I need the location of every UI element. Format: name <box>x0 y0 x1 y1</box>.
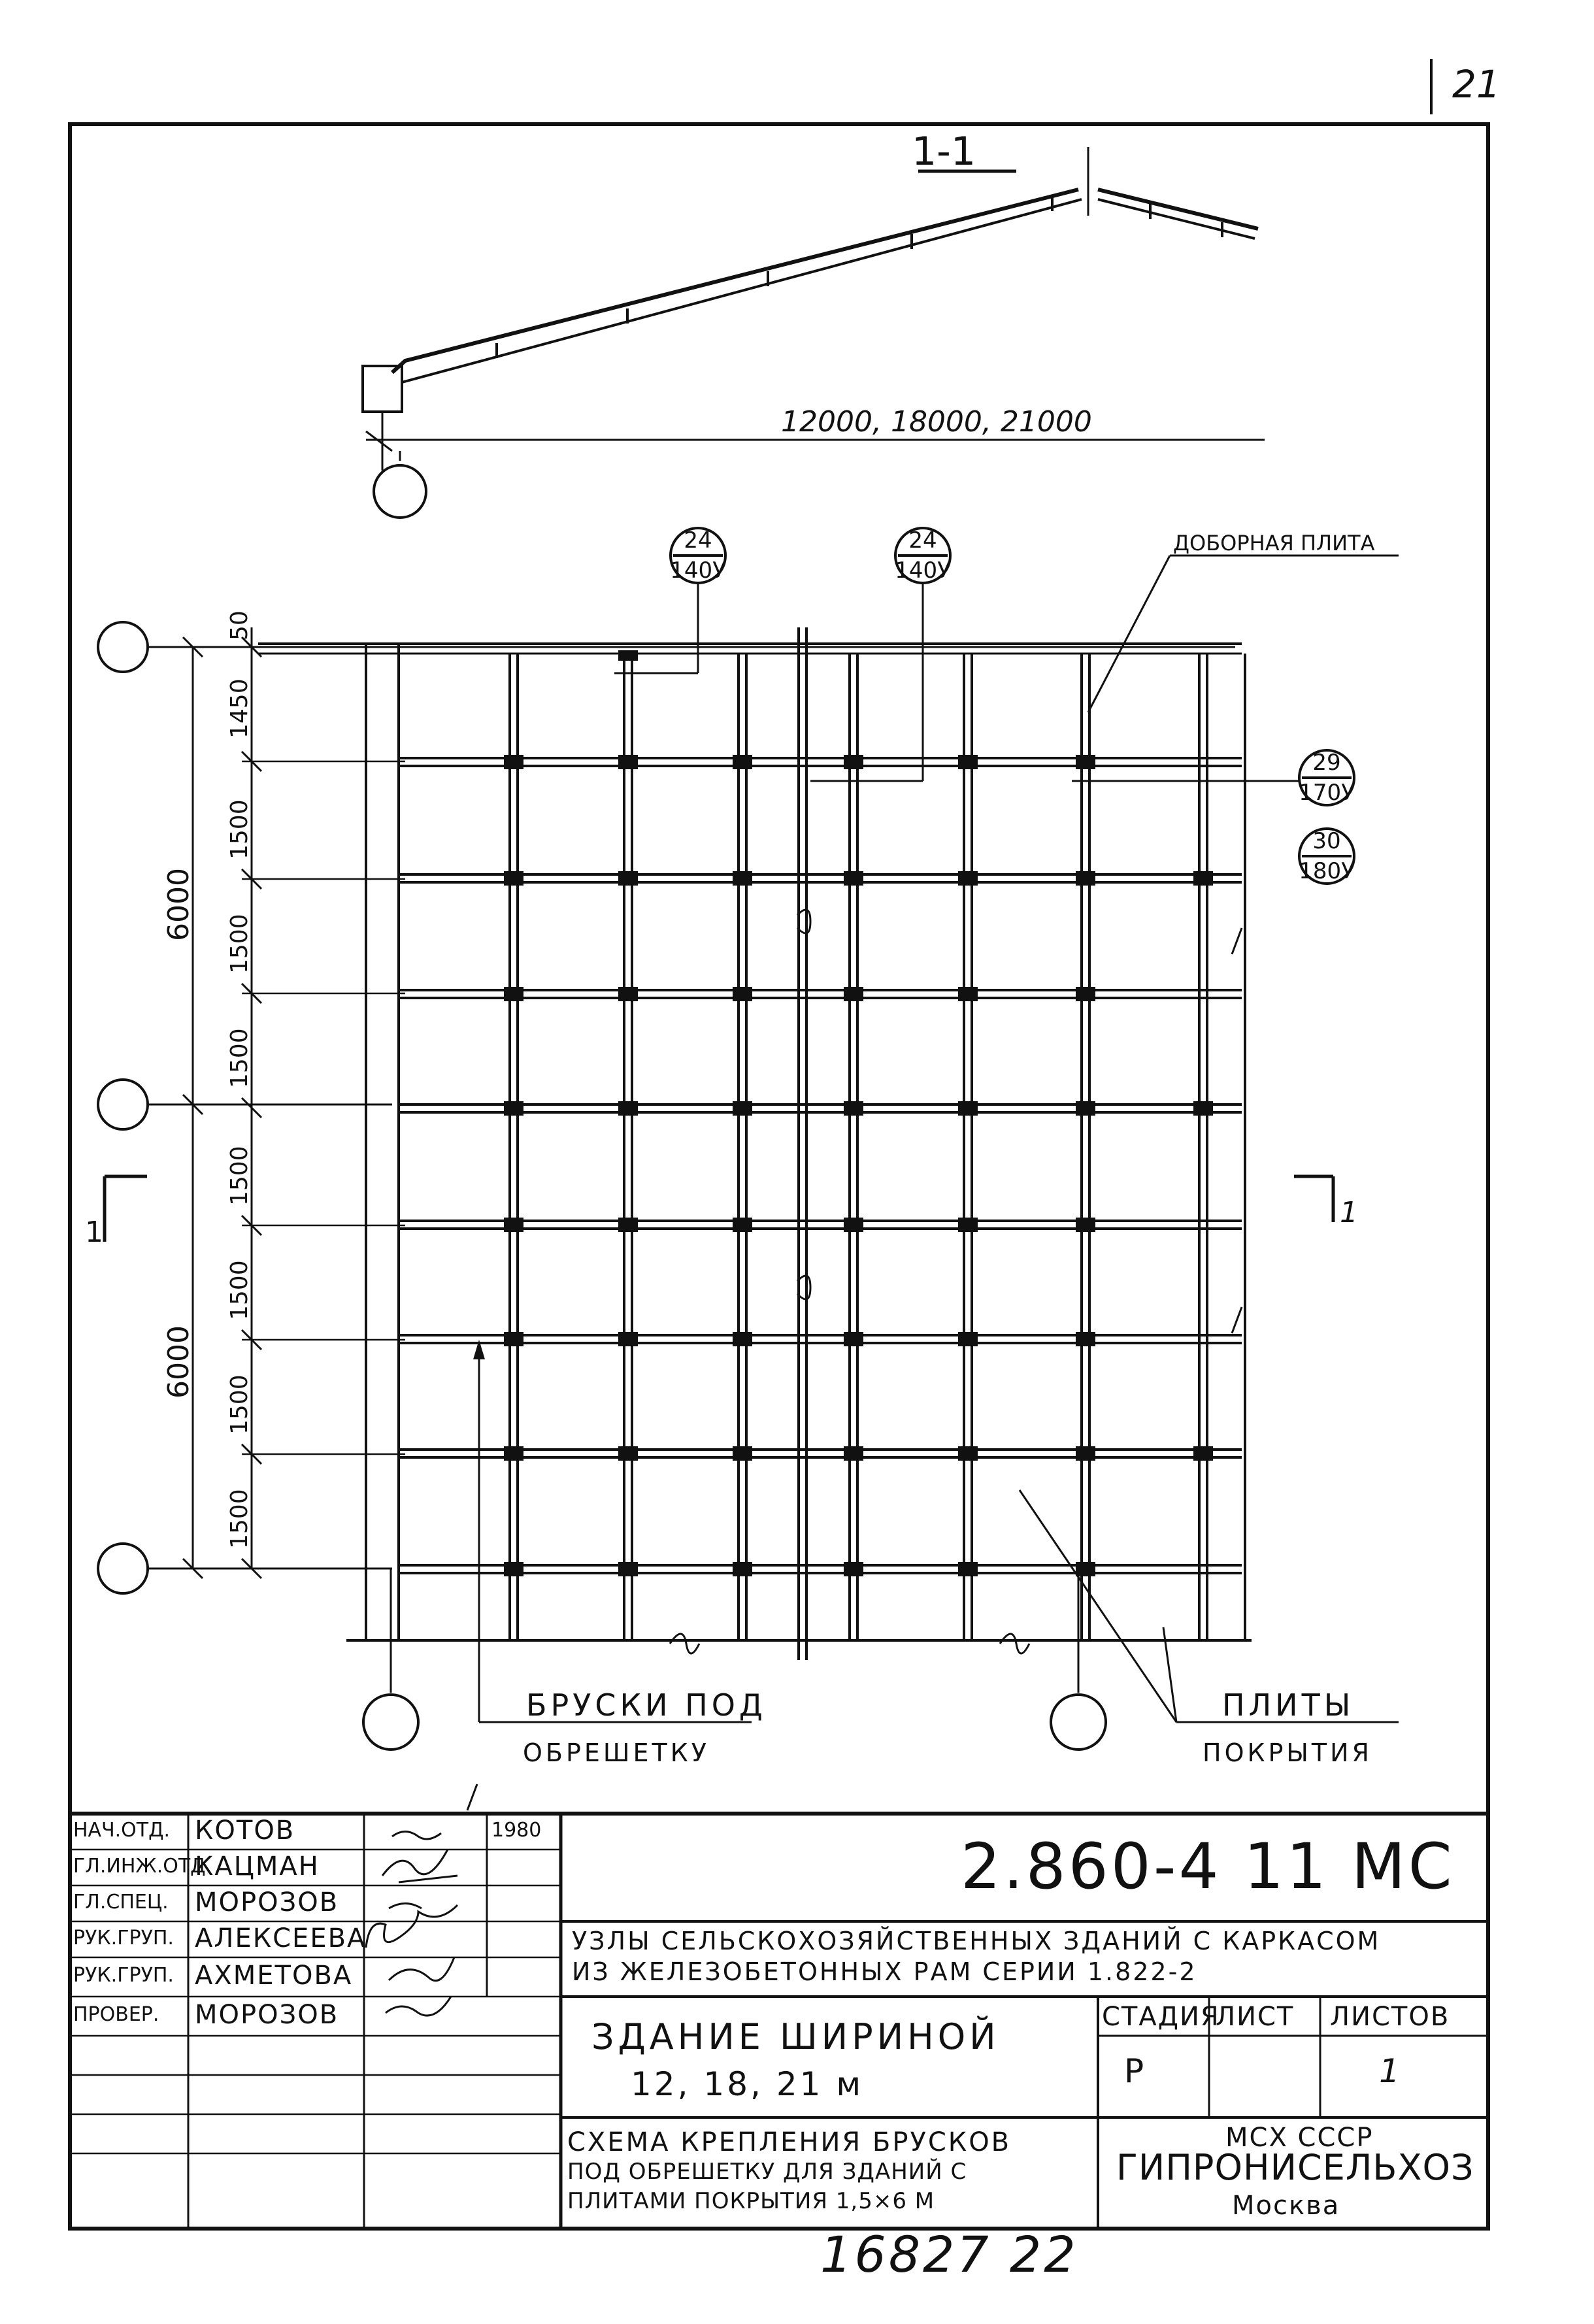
org-line-1: МСХ СССР <box>1225 2123 1374 2153</box>
staff-name: КОТОВ <box>195 1816 295 1846</box>
callout-bottom: 170У <box>1299 780 1355 806</box>
header-stage: СТАДИЯ <box>1102 2002 1220 2032</box>
dim-label: 1500 <box>226 1374 253 1435</box>
staff-role: РУК.ГРУП. <box>73 1964 174 1987</box>
span-label: 12000, 18000, 21000 <box>781 405 1092 439</box>
callout-bottom: 140У <box>895 557 951 584</box>
dim-label: 1500 <box>226 1146 253 1206</box>
staff-name: АЛЕКСЕЕВА <box>195 1923 367 1953</box>
node-callouts <box>671 528 1354 884</box>
staff-name: МОРОЗОВ <box>195 2000 339 2030</box>
slabs-label-line2: ПОКРЫТИЯ <box>1203 1738 1372 1767</box>
staff-name: АХМЕТОВА <box>195 1961 353 1991</box>
dim-label: 50 <box>226 610 253 640</box>
document-code: 2.860-4 11 МС <box>961 1830 1455 1903</box>
dim-label: 1500 <box>226 799 253 859</box>
axis-bubble <box>98 1080 148 1129</box>
dim-label: 1500 <box>226 1260 253 1320</box>
callout-bottom: 180У <box>1299 858 1355 884</box>
bars-label-line1: БРУСКИ ПОД <box>526 1687 767 1723</box>
callout-top: 29 <box>1312 750 1341 776</box>
org-line-2: ГИПРОНИСЕЛЬХОЗ <box>1116 2147 1474 2188</box>
callout-top: 24 <box>908 527 937 554</box>
series-line-1: УЗЛЫ СЕЛЬСКОХОЗЯЙСТВЕННЫХ ЗДАНИЙ С КАРКАСОМ <box>572 1927 1381 1955</box>
sheet-number: 21 <box>1452 62 1501 107</box>
axis-bubble <box>98 622 148 672</box>
extra-slab-label: ДОБОРНАЯ ПЛИТА <box>1173 531 1375 556</box>
dim-total: 6000 <box>162 868 195 941</box>
staff-name: МОРОЗОВ <box>195 1887 339 1917</box>
header-sheets: ЛИСТОВ <box>1330 2002 1450 2032</box>
title-line-3: ПЛИТАМИ ПОКРЫТИЯ 1,5×6 М <box>567 2188 935 2214</box>
staff-role: ПРОВЕР. <box>73 2003 159 2026</box>
section-1-1 <box>363 147 1265 518</box>
callout-top: 24 <box>684 527 712 554</box>
callout-bottom: 140У <box>670 557 726 584</box>
section-title: 1-1 <box>912 129 976 174</box>
title-line-1: СХЕМА КРЕПЛЕНИЯ БРУСКОВ <box>567 2127 1012 2157</box>
org-line-3: Москва <box>1232 2191 1340 2221</box>
building-line-1: ЗДАНИЕ ШИРИНОЙ <box>591 2016 1000 2057</box>
signatures <box>366 1784 477 2016</box>
dim-label: 1500 <box>226 914 253 974</box>
staff-name: КАЦМАН <box>195 1851 320 1882</box>
archive-number: 16827 22 <box>820 2225 1078 2283</box>
node-callout-text <box>670 527 1355 884</box>
roof-plan <box>98 556 1399 1750</box>
staff-role: РУК.ГРУП. <box>73 1927 174 1950</box>
bars-label-line2: ОБРЕШЕТКУ <box>523 1738 710 1767</box>
plan-dimensions <box>162 610 253 1549</box>
header-sheet: ЛИСТ <box>1216 2002 1295 2032</box>
slabs-label-line1: ПЛИТЫ <box>1222 1687 1355 1723</box>
dim-label: 1500 <box>226 1028 253 1088</box>
section-mark-left: 1 <box>85 1216 103 1249</box>
staff-date: 1980 <box>491 1819 542 1842</box>
axis-bubble <box>1051 1695 1106 1750</box>
section-mark-right: 1 <box>1340 1196 1358 1229</box>
dim-label: 1500 <box>226 1489 253 1549</box>
series-line-2: ИЗ ЖЕЛЕЗОБЕТОННЫХ РАМ СЕРИИ 1.822-2 <box>572 1957 1197 1986</box>
dim-total: 6000 <box>162 1325 195 1399</box>
building-line-2: 12, 18, 21 м <box>631 2065 864 2103</box>
dim-label: 1450 <box>226 678 253 739</box>
staff-role: ГЛ.СПЕЦ. <box>73 1891 169 1914</box>
title-line-2: ПОД ОБРЕШЕТКУ ДЛЯ ЗДАНИЙ С <box>567 2159 967 2185</box>
value-stage: Р <box>1124 2052 1147 2090</box>
staff-role: НАЧ.ОТД. <box>73 1819 171 1842</box>
callout-top: 30 <box>1312 828 1341 854</box>
axis-bubble <box>98 1544 148 1593</box>
value-sheets: 1 <box>1379 2052 1403 2090</box>
axis-bubble <box>363 1695 418 1750</box>
staff-role: ГЛ.ИНЖ.ОТД. <box>73 1855 212 1878</box>
